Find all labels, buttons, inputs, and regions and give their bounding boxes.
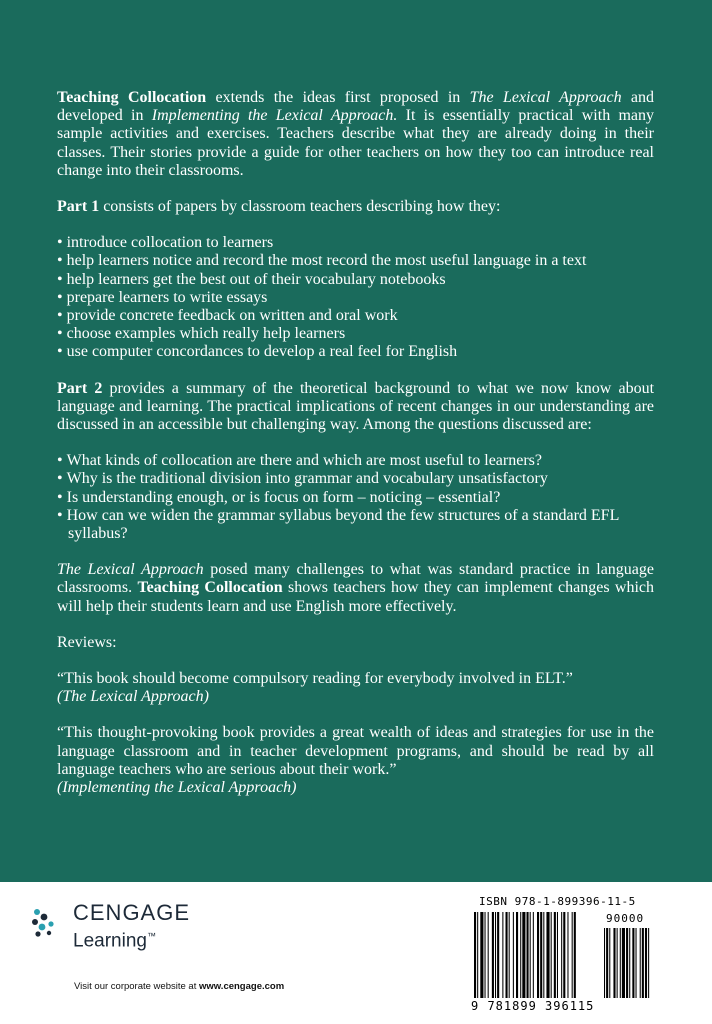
list-item: • How can we widen the grammar syllabus beyond the few structures of a standard EFL syllabus? — [57, 507, 654, 543]
review-source: (The Lexical Approach) — [57, 688, 209, 706]
intro-text: It is essentially practical with many sample activities and exercises. Teachers describe what they are already doing in their classes. Their stories provide a guide for other teachers on how they too can introduce real change into their classrooms. — [57, 107, 655, 179]
book-reference: The Lexical Approach — [57, 561, 204, 579]
barcode-bar — [522, 912, 525, 998]
barcode-digits: 9 781899 396115 — [471, 999, 595, 1013]
book-reference: The Lexical Approach — [469, 89, 622, 106]
barcode-bar — [485, 912, 486, 998]
barcode-bar — [474, 912, 476, 998]
barcode-bar — [506, 912, 508, 998]
visit-text: Visit our corporate website at — [74, 981, 199, 992]
barcode-bar — [495, 912, 496, 998]
barcode-addon-bar — [620, 928, 621, 998]
website-note — [74, 981, 284, 992]
intro-text: and developed in — [57, 89, 655, 125]
price-code: 90000 — [606, 912, 645, 925]
intro-text: extends the ideas first proposed in — [206, 89, 470, 106]
list-item: • help learners notice and record the most record the most useful language in a text — [57, 252, 654, 270]
review-source: (Implementing the Lexical Approach) — [57, 779, 297, 797]
part1-intro — [57, 198, 654, 216]
barcode-bar — [554, 912, 556, 998]
list-item: • What kinds of collocation are there and which are most useful to learners? — [57, 452, 654, 470]
barcode-bar — [533, 912, 534, 998]
barcode-addon-bar — [640, 928, 641, 998]
barcode-bar — [551, 912, 552, 998]
barcode-addon-bar — [609, 928, 610, 998]
barcode-bar — [546, 912, 549, 998]
barcode-addon-bar — [648, 928, 649, 998]
isbn-number: ISBN 978-1-899396-11-5 — [479, 895, 636, 908]
barcode-bar — [530, 912, 531, 998]
barcode-bar — [502, 912, 503, 998]
website-link[interactable]: www.cengage.com — [198, 981, 285, 992]
reviews-heading: Reviews: — [57, 633, 117, 651]
list-item: • prepare learners to write essays — [57, 289, 654, 307]
barcode-bar — [567, 912, 568, 998]
part1-label: Part 1 — [57, 198, 100, 216]
book-title: Teaching Collocation — [137, 579, 283, 597]
barcode-bar — [557, 912, 558, 998]
barcode-bar — [516, 912, 518, 998]
book-reference: Implementing the Lexical Approach. — [151, 107, 398, 125]
barcode-addon-bar — [606, 928, 608, 998]
barcode-bar — [537, 912, 539, 998]
barcode-addon-bar — [617, 928, 618, 998]
barcode-bar — [574, 912, 576, 998]
brand-line2 — [73, 926, 190, 951]
list-item: • Why is the traditional division into grammar and vocabulary unsatisfactory — [57, 470, 654, 488]
barcode — [474, 912, 660, 1000]
list-item: • help learners get the best out of their vocabulary notebooks — [57, 271, 654, 289]
barcode-bar — [509, 912, 510, 998]
barcode-addon-bar — [613, 928, 615, 998]
list-item: • introduce collocation to learners — [57, 234, 654, 252]
trademark: ™ — [146, 931, 156, 941]
barcode-bar — [480, 912, 483, 998]
part2-intro — [57, 380, 654, 435]
brand-name — [73, 900, 190, 951]
barcode-bar — [477, 912, 478, 998]
barcode-addon-bar — [626, 928, 628, 998]
review-item — [57, 724, 654, 797]
part2-intro-text: provides a summary of the theoretical background to what we now know about language and learning. The practical implications of recent changes in our understanding are discussed in an accessible but challenging way. Among the questions discussed are: — [57, 379, 655, 434]
barcode-addon-bar — [604, 928, 605, 998]
barcode-addon-bar — [622, 928, 625, 998]
barcode-bar — [520, 912, 521, 998]
list-item: • provide concrete feedback on written and oral work — [57, 307, 654, 325]
footer — [0, 882, 712, 1024]
closing-text: shows teachers how they can implement changes which will help their students learn and use English more effectively. — [57, 579, 655, 615]
barcode-bar — [563, 912, 565, 998]
closing-text: posed many challenges to what was standard practice in language classrooms. — [57, 561, 654, 597]
intro-paragraph — [57, 89, 654, 180]
brand-line1: CENGAGE — [73, 900, 191, 925]
closing-paragraph — [57, 561, 654, 616]
part1-intro-text: consists of papers by classroom teachers describing how they: — [99, 198, 501, 216]
barcode-addon-bar — [636, 928, 637, 998]
barcode-bar — [561, 912, 562, 998]
barcode-bar — [572, 912, 573, 998]
part1-list — [57, 234, 654, 361]
barcode-bar — [497, 912, 499, 998]
part2-list — [57, 452, 654, 543]
barcode-addon-bar — [642, 928, 644, 998]
review-quote: “This thought-provoking book provides a great wealth of ideas and strategies for use in the language classroom and in teacher development programs, and should be read by all language teachers who are serious about their work.” — [57, 724, 654, 778]
list-item: • choose examples which really help learners — [57, 325, 654, 343]
barcode-addon-bar — [632, 928, 634, 998]
barcode-bar — [488, 912, 489, 998]
book-title: Teaching Collocation — [57, 89, 207, 106]
barcode-bar — [513, 912, 514, 998]
barcode-bar — [527, 912, 529, 998]
barcode-addon-bar — [645, 928, 647, 998]
list-item: • Is understanding enough, or is focus on form – noticing – essential? — [57, 489, 654, 507]
part2-label: Part 2 — [57, 379, 103, 397]
cengage-logo — [30, 900, 191, 952]
barcode-addon-bar — [629, 928, 630, 998]
review-quote: “This book should become compulsory reading for everybody involved in ELT.” — [57, 670, 573, 688]
list-item: • use computer concordances to develop a real feel for English — [57, 343, 654, 361]
cover-text — [57, 89, 654, 815]
review-item — [57, 670, 654, 706]
barcode-bar — [492, 912, 494, 998]
brand-line2-text: Learning — [73, 930, 147, 952]
barcode-bar — [543, 912, 544, 998]
barcode-bar — [540, 912, 542, 998]
cengage-logo-icon — [30, 904, 66, 940]
